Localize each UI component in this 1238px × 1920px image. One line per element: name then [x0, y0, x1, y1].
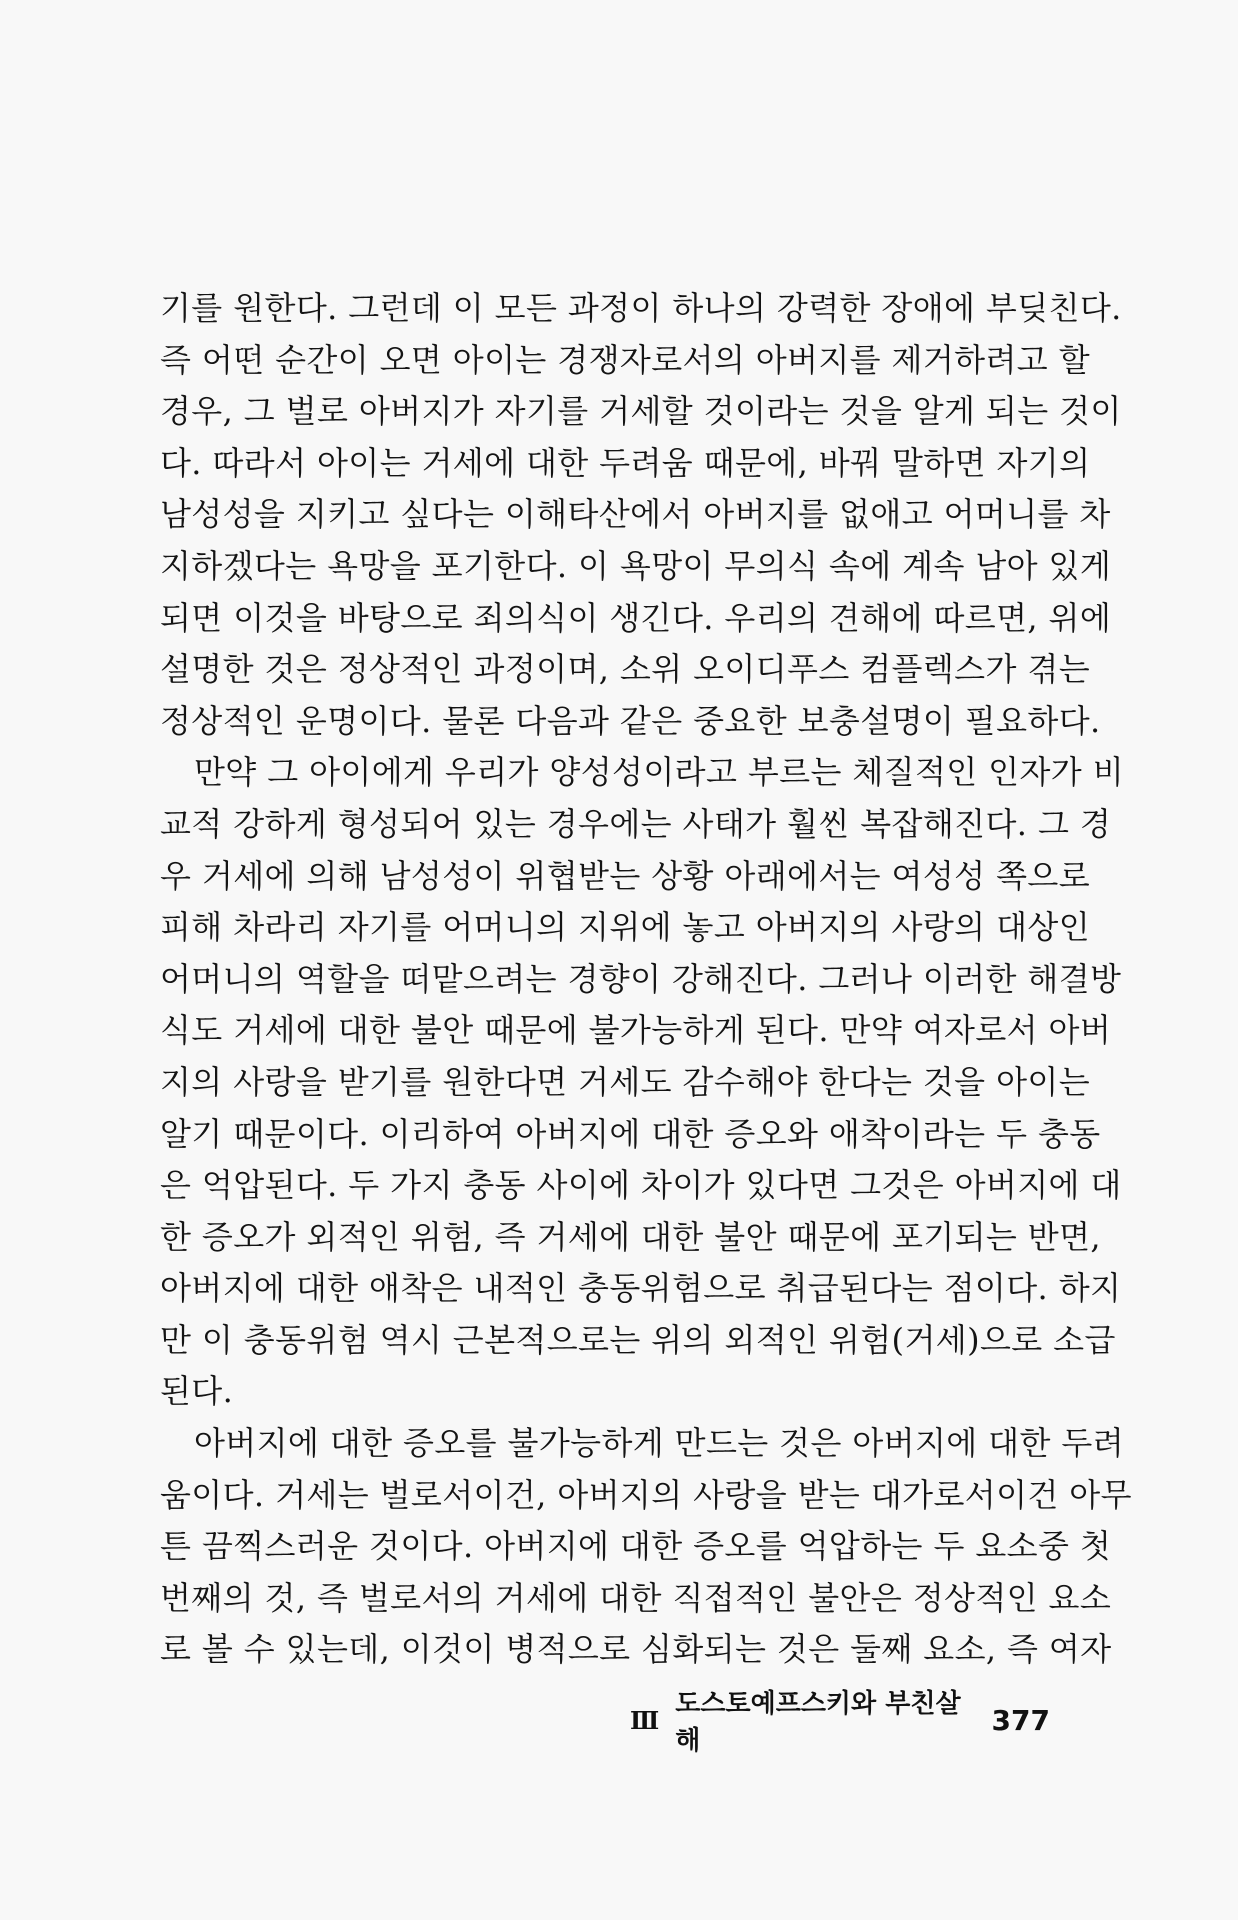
text-line: 로 볼 수 있는데, 이것이 병적으로 심화되는 것은 둘째 요소, 즉 여자: [160, 1630, 1112, 1669]
body-text: [160, 283, 1132, 1676]
running-footer: [630, 1689, 1050, 1756]
text-line: 경우, 그 벌로 아버지가 자기를 거세할 것이라는 것을 알게 되는 것이: [160, 392, 1122, 431]
text-line: 만 이 충동위험 역시 근본적으로는 위의 외적인 위험(거세)으로 소급: [160, 1320, 1116, 1359]
text-line: 튼 끔찍스러운 것이다. 아버지에 대한 증오를 억압하는 두 요소중 첫: [160, 1527, 1112, 1566]
text-line: 어머니의 역할을 떠맡으려는 경향이 강해진다. 그러나 이러한 해결방: [160, 959, 1122, 998]
text-line: 정상적인 운명이다. 물론 다음과 같은 중요한 보충설명이 필요하다.: [160, 701, 1101, 740]
text-line: 한 증오가 외적인 위험, 즉 거세에 대한 불안 때문에 포기되는 반면,: [160, 1217, 1101, 1256]
chapter-title: 도스토예프스키와 부친살해: [675, 1689, 961, 1756]
paragraph-start-line: 아버지에 대한 증오를 불가능하게 만드는 것은 아버지에 대한 두려: [194, 1424, 1125, 1463]
text-line: 지의 사랑을 받기를 원한다면 거세도 감수해야 한다는 것을 아이는: [160, 1062, 1091, 1101]
text-line: 움이다. 거세는 벌로서이건, 아버지의 사랑을 받는 대가로서이건 아무: [160, 1475, 1132, 1514]
text-line: 된다.: [160, 1372, 234, 1411]
text-line: 은 억압된다. 두 가지 충동 사이에 차이가 있다면 그것은 아버지에 대: [160, 1166, 1122, 1205]
text-line: 피해 차라리 자기를 어머니의 지위에 놓고 아버지의 사랑의 대상인: [160, 908, 1091, 947]
text-line: 기를 원한다. 그런데 이 모든 과정이 하나의 강력한 장애에 부딪친다.: [160, 289, 1122, 327]
text-line: 아버지에 대한 애착은 내적인 충동위험으로 취급된다는 점이다. 하지: [160, 1269, 1122, 1308]
text-line: 다. 따라서 아이는 거세에 대한 두려움 때문에, 바꿔 말하면 자기의: [160, 443, 1091, 482]
text-line: 남성성을 지키고 싶다는 이해타산에서 아버지를 없애고 어머니를 차: [160, 495, 1111, 534]
text-line: 설명한 것은 정상적인 과정이며, 소위 오이디푸스 컴플렉스가 겪는: [160, 650, 1091, 689]
text-line: 되면 이것을 바탕으로 죄의식이 생긴다. 우리의 견해에 따르면, 위에: [160, 598, 1112, 637]
page-number: 377: [991, 1703, 1050, 1737]
text-line: 식도 거세에 대한 불안 때문에 불가능하게 된다. 만약 여자로서 아버: [160, 1011, 1112, 1050]
chapter-number: Ⅲ: [630, 1705, 660, 1735]
text-line: 우 거세에 의해 남성성이 위협받는 상황 아래에서는 여성성 쪽으로: [160, 856, 1091, 895]
text-line: 즉 어떤 순간이 오면 아이는 경쟁자로서의 아버지를 제거하려고 할: [160, 340, 1091, 379]
text-line: 알기 때문이다. 이리하여 아버지에 대한 증오와 애착이라는 두 충동: [160, 1114, 1101, 1153]
paragraph-start-line: 만약 그 아이에게 우리가 양성성이라고 부르는 체질적인 인자가 비: [194, 753, 1125, 792]
text-line: 번째의 것, 즉 벌로서의 거세에 대한 직접적인 불안은 정상적인 요소: [160, 1578, 1112, 1617]
text-line: 교적 강하게 형성되어 있는 경우에는 사태가 훨씬 복잡해진다. 그 경: [160, 804, 1112, 843]
text-line: 지하겠다는 욕망을 포기한다. 이 욕망이 무의식 속에 계속 남아 있게: [160, 546, 1112, 585]
